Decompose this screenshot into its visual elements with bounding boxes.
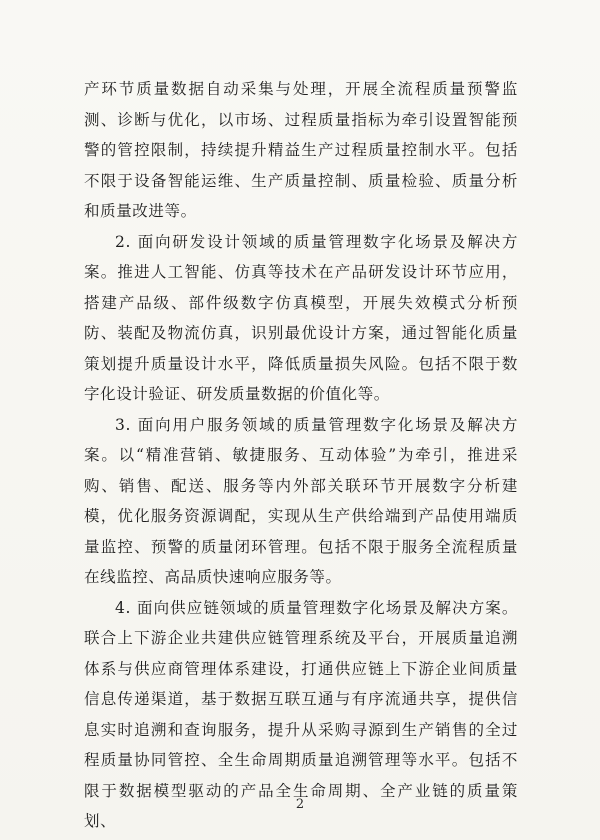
paragraph-continued: 产环节质量数据自动采集与处理，开展全流程质量预警监测、诊断与优化，以市场、过程质量指标为牵引设置智能预警的管控限制，持续提升精益生产过程质量控制水平。包括不限于设备智能运维、生产质量控制、质量检验、质量分析和质量改进等。 [84, 80, 518, 220]
page-number: 2 [295, 797, 305, 812]
paragraph-rd-design: 2. 面向研发设计领域的质量管理数字化场景及解决方案。推进人工智能、仿真等技术在产品研发设计环节应用，搭建产品级、部件级数字仿真模型，开展失效模式分析预防、装配及物流仿真，识别最优设计方案，通过智能化质量策划提升质量设计水平，降低质量损失风险。包括不限于数字化设计验证、研发质量数据的价值化等。 [84, 232, 518, 403]
document-body [84, 74, 518, 837]
paragraph-user-service: 3. 面向用户服务领域的质量管理数字化场景及解决方案。以“精准营销、敏捷服务、互动体验”为牵引，推进采购、销售、配送、服务等内外部关联环节开展数字分析建模，优化服务资源调配，实现从生产供给端到产品使用端质量监控、预警的质量闭环管理。包括不限于服务全流程质量在线监控、高品质快速响应服务等。 [84, 415, 518, 586]
paragraph-supply-chain: 4. 面向供应链领域的质量管理数字化场景及解决方案。联合上下游企业共建供应链管理系统及平台，开展质量追溯体系与供应商管理体系建设，打通供应链上下游企业间质量信息传递渠道，基于数据互联互通与有序流通共享，提供信息实时追溯和查询服务，提升从采购寻源到生产销售的全过程质量协同管控、全生命周期质量追溯管理等水平。包括不限于数据模型驱动的产品全生命周期、全产业链的质量策划、 [84, 598, 518, 830]
